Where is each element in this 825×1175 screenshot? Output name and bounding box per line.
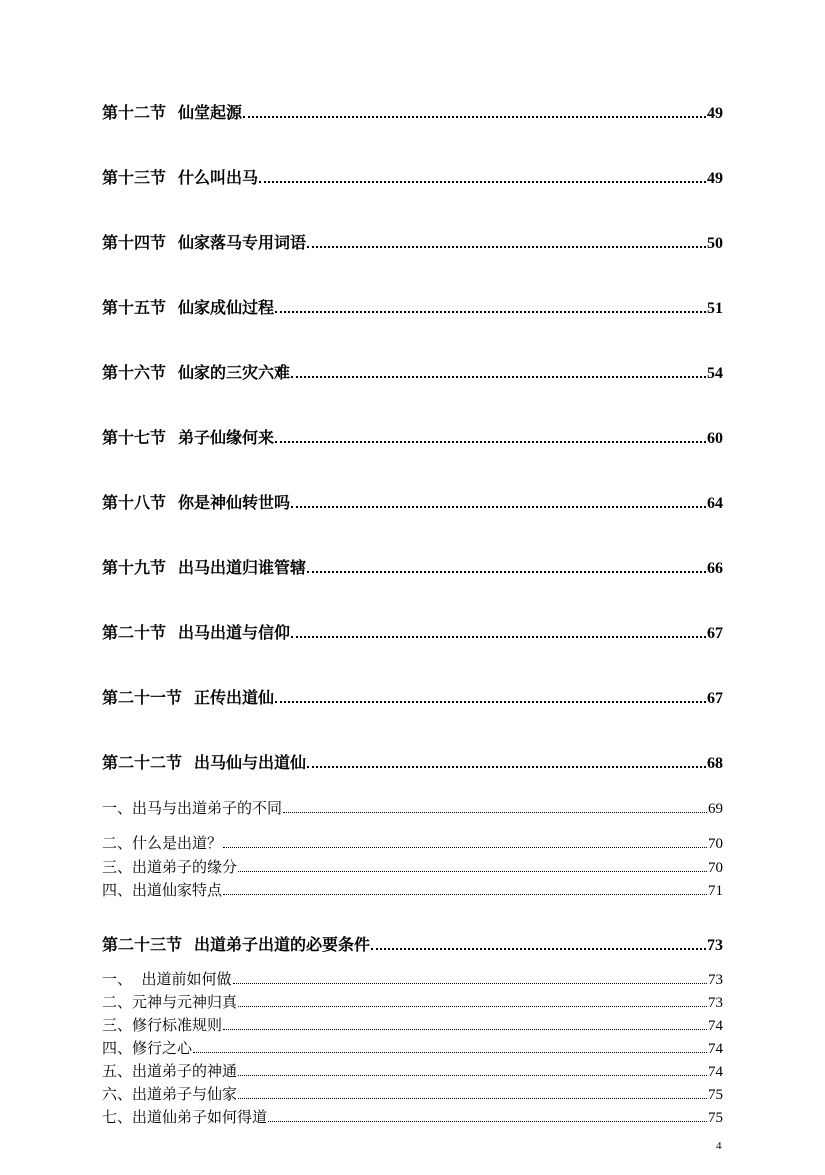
page-number: 66 [707,560,723,577]
dot-leader [291,506,706,508]
section-number: 第十二节 [102,103,167,122]
toc-subitem[interactable] [102,991,723,1011]
dot-leader [268,1121,707,1122]
toc-subitem[interactable] [102,1060,723,1080]
page-number: 70 [708,860,723,876]
dot-leader [238,871,707,872]
page-number: 70 [708,836,723,852]
section-number: 第十八节 [102,493,167,512]
dot-leader [291,636,706,638]
page-number: 71 [708,883,723,899]
section-title: 仙家成仙过程 [178,298,275,317]
section-number: 第二十三节 [102,935,183,954]
toc-subitem[interactable] [102,1083,723,1103]
section-number: 第十三节 [102,168,167,187]
section-number: 第十五节 [102,298,167,317]
page-number: 73 [707,937,723,954]
dot-leader [275,311,706,313]
page-number: 64 [707,495,723,512]
toc-subitem[interactable] [102,832,723,852]
page-number: 75 [708,1087,723,1103]
section-title: 出道弟子出道的必要条件 [194,935,371,954]
dot-leader [307,571,706,573]
dot-leader [233,983,707,984]
toc-section-22[interactable] [102,750,723,772]
toc-subitem[interactable] [102,968,723,988]
subitem-title: 四、出道仙家特点 [102,881,223,899]
page-number: 73 [708,995,723,1011]
page-number: 51 [707,300,723,317]
dot-leader [223,894,707,895]
dot-leader [275,701,706,703]
section-title: 出马仙与出道仙 [194,753,307,772]
section-title: 正传出道仙 [194,688,275,707]
page-number: 68 [707,755,723,772]
section-title: 出马出道与信仰 [178,623,291,642]
toc-subitem[interactable] [102,856,723,876]
dot-leader [371,948,706,950]
toc-section-12[interactable] [102,100,723,122]
dot-leader [223,847,707,848]
page-number: 60 [707,430,723,447]
section-number: 第二十一节 [102,688,183,707]
toc-subitem[interactable] [102,1106,723,1126]
dot-leader [307,246,706,248]
page-number: 74 [708,1041,723,1057]
subitem-title: 三、出道弟子的缘分 [102,858,238,876]
section-number: 第十六节 [102,363,167,382]
toc-subitem[interactable] [102,797,723,817]
dot-leader [243,116,706,118]
dot-leader [283,812,707,813]
page-number: 67 [707,690,723,707]
toc-subitem[interactable] [102,1014,723,1034]
subitem-title: 三、修行标准规则 [102,1016,223,1034]
toc-section-23[interactable] [102,932,723,954]
page-number: 74 [708,1064,723,1080]
page-number: 69 [708,801,723,817]
subitem-title: 四、修行之心 [102,1039,193,1057]
page-number: 50 [707,235,723,252]
section-number: 第十七节 [102,428,167,447]
section-number: 第二十节 [102,623,167,642]
subitem-title: 二、什么是出道？ [102,834,223,852]
toc-section-16[interactable] [102,360,723,382]
dot-leader [275,441,706,443]
dot-leader [238,1098,707,1099]
page-number: 67 [707,625,723,642]
section-number: 第十四节 [102,233,167,252]
section-title: 什么叫出马 [178,168,259,187]
toc-section-21[interactable] [102,685,723,707]
toc-section-19[interactable] [102,555,723,577]
section-title: 你是神仙转世吗 [178,493,291,512]
section-number: 第十九节 [102,558,167,577]
section-title: 仙堂起源 [178,103,243,122]
subitem-title: 五、出道弟子的神通 [102,1062,238,1080]
page-number: 75 [708,1110,723,1126]
toc-subitem[interactable] [102,879,723,899]
page-number: 49 [707,105,723,122]
section-title: 弟子仙缘何来 [178,428,275,447]
page-number: 74 [708,1018,723,1034]
subitem-title: 六、出道弟子与仙家 [102,1085,238,1103]
dot-leader [238,1075,707,1076]
subitem-title: 一、 出道前如何做 [102,970,232,988]
toc-section-18[interactable] [102,490,723,512]
toc-section-13[interactable] [102,165,723,187]
page-number: 49 [707,170,723,187]
toc-subitem[interactable] [102,1037,723,1057]
toc-section-17[interactable] [102,425,723,447]
page-number: 54 [707,365,723,382]
dot-leader [193,1052,707,1053]
subitem-title: 七、出道仙弟子如何得道 [102,1108,268,1126]
section-title: 仙家落马专用词语 [178,233,307,252]
toc-section-20[interactable] [102,620,723,642]
dot-leader [223,1029,707,1030]
toc-section-15[interactable] [102,295,723,317]
dot-leader [291,376,706,378]
section-number: 第二十二节 [102,753,183,772]
dot-leader [259,181,706,183]
section-title: 出马出道归谁管辖 [178,558,307,577]
dot-leader [238,1006,707,1007]
toc-section-14[interactable] [102,230,723,252]
footer-page-number: 4 [716,1140,722,1152]
subitem-title: 二、元神与元神归真 [102,993,238,1011]
subitem-title: 一、出马与出道弟子的不同 [102,799,283,817]
dot-leader [307,766,706,768]
page-number: 73 [708,972,723,988]
section-title: 仙家的三灾六难 [178,363,291,382]
